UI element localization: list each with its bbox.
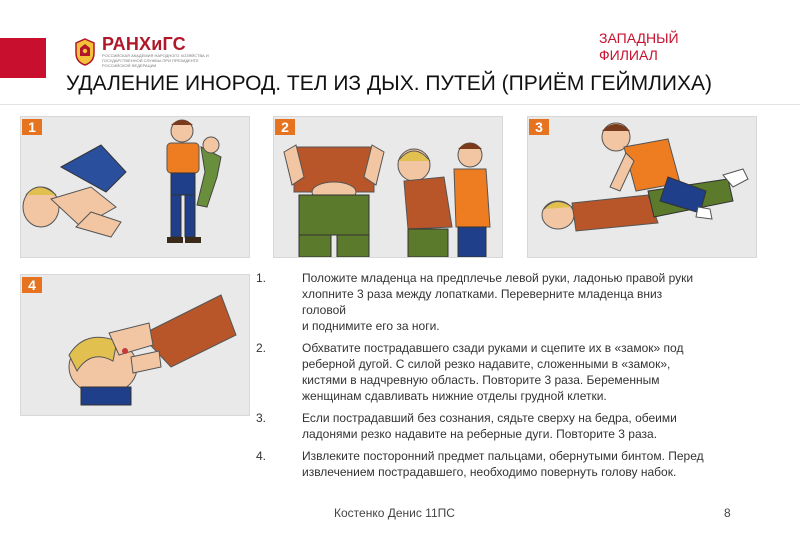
step-line: Положите младенца на предплечье левой руки, ладонью правой руки <box>302 271 694 285</box>
step-line: хлопните 3 раза между лопатками. Переверните младенца вниз <box>302 287 663 301</box>
step-number: 1. <box>256 271 267 285</box>
list-item <box>256 340 776 404</box>
step-line: Если пострадавший без сознания, сядьте сверху на бедра, обеими <box>302 411 677 425</box>
abdominal-thrust-illustration <box>274 117 502 257</box>
illustration-panel-2 <box>273 116 503 258</box>
step-line: кистями в надчревную область. Повторите 3 раза. Беременным <box>302 373 660 387</box>
accent-bar <box>0 38 46 78</box>
step-line: головой <box>302 303 346 317</box>
step-number: 3. <box>256 411 267 425</box>
illustration-panel-3 <box>527 116 757 258</box>
step-number: 2. <box>256 341 267 355</box>
title-divider <box>0 104 800 105</box>
step-line: и поднимите его за ноги. <box>302 319 440 333</box>
brand-subtitle: РОССИЙСКАЯ АКАДЕМИЯ НАРОДНОГО ХОЗЯЙСТВА И ГОСУДАРСТВЕННОЙ СЛУЖБЫ ПРИ ПРЕЗИДЕНТЕ РОССИЙСКОЙ ФЕДЕРАЦИИ <box>102 53 209 68</box>
panel-number-4: 4 <box>22 277 42 293</box>
object-removal-illustration <box>21 275 249 415</box>
step-line: Обхватите пострадавшего сзади руками и сцепите их в «замок» под <box>302 341 684 355</box>
step-line: ладонями резко надавите на реберные дуги. Повторите 3 раза. <box>302 427 658 441</box>
page-number: 8 <box>724 506 731 520</box>
branch-line-2: ФИЛИАЛ <box>599 47 658 63</box>
step-line: женщинам сдавливать нижние отделы грудной клетки. <box>302 389 607 403</box>
footer-author: Костенко Денис 11ПС <box>334 506 455 520</box>
emblem-icon <box>74 38 96 66</box>
panel-number-3: 3 <box>529 119 549 135</box>
step-line: извлечением пострадавшего, необходимо повернуть голову набок. <box>302 465 677 479</box>
illustration-panel-4 <box>20 274 250 416</box>
panel-number-2: 2 <box>275 119 295 135</box>
infant-back-blows-illustration <box>21 117 249 257</box>
list-item <box>256 270 776 334</box>
panel-number-1: 1 <box>22 119 42 135</box>
page-title: УДАЛЕНИЕ ИНОРОД. ТЕЛ ИЗ ДЫХ. ПУТЕЙ (ПРИЁМ ГЕЙМЛИХА) <box>66 72 713 95</box>
step-number: 4. <box>256 449 267 463</box>
illustration-panel-1 <box>20 116 250 258</box>
list-item <box>256 410 776 442</box>
step-line: реберной дугой. С силой резко надавите, сложенными в «замок», <box>302 357 671 371</box>
brand-name: РАНХиГС <box>102 34 186 54</box>
branch-label <box>599 30 679 64</box>
logo <box>74 35 212 68</box>
instructions-list <box>256 270 776 486</box>
unconscious-thrust-illustration <box>528 117 756 257</box>
branch-line-1: ЗАПАДНЫЙ <box>599 30 679 46</box>
step-line: Извлеките посторонний предмет пальцами, обернутыми бинтом. Перед <box>302 449 704 463</box>
list-item <box>256 448 776 480</box>
